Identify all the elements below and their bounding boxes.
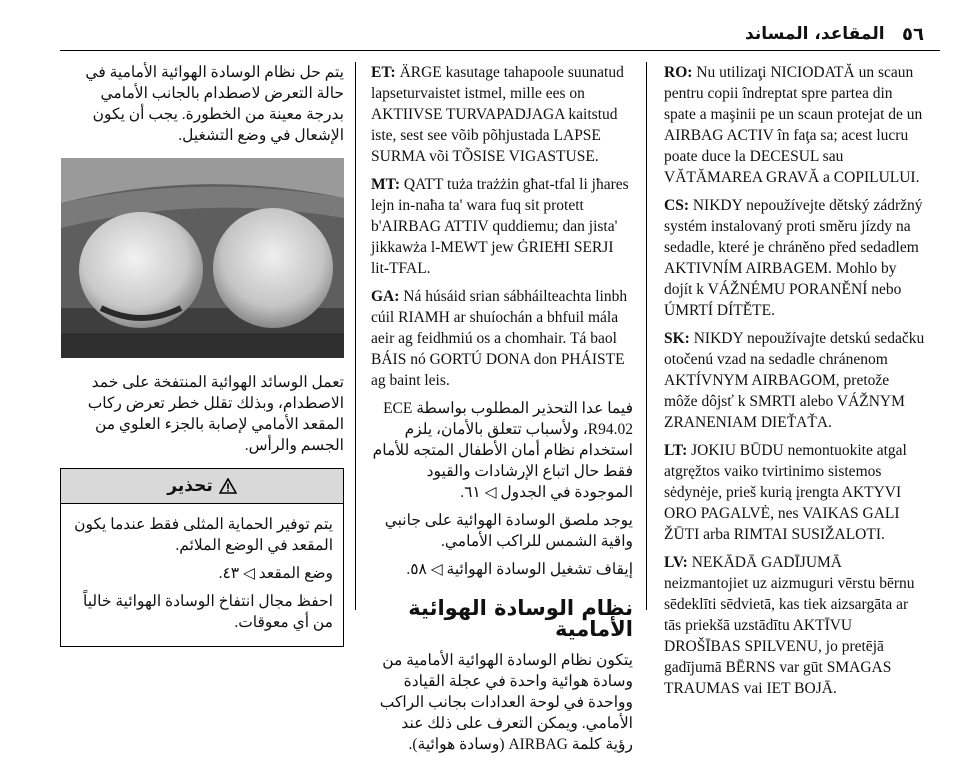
page-number: ٥٦: [902, 24, 924, 45]
lang-text: Nu utilizaţi NICIODATĂ un scaun pentru copii îndreptat spre partea din spate a maşinii pe un scaun protejat de un AIRBAG ACTIV în faţa sa; acest lucru poate duce la DECESUL sau VĂTĂMAREA GRAVĂ a COPILULUI.: [664, 64, 923, 186]
arabic-paragraph: يوجد ملصق الوسادة الهوائية على جانبي واقية الشمس للراكب الأمامي.: [384, 512, 633, 550]
middle-column: [371, 62, 633, 762]
section-heading: نظام الوسادة الهوائية الأمامية: [408, 596, 633, 641]
lang-text: ÄRGE kasutage tahapoole suunatud lapseturvaistet istmel, mille ees on AKTIIVSE TURVAPADJAGA kaitstud iste, sest see võib põhjustada LAPSE SURMA või TÕSISE VIGASTUSE.: [371, 64, 624, 165]
lang-text: NEKĀDĀ GADĪJUMĀ neizmantojiet uz aizmuguri vērstu bērnu sēdeklīti sēdvietā, kas tiek aizsargāta ar tās priekšā uzstādītu AKTĪVU DROŠĪBAS SPILVENU, jo pretējā gadījumā BĒRNS var gūt SMAGAS TRAUMAS vai IET BOJĀ.: [664, 554, 915, 697]
lang-paragraph-mt: [371, 174, 633, 279]
header-rule: [60, 50, 940, 51]
lang-paragraph-cs: [664, 195, 926, 321]
warning-paragraph: احفظ مجال انتفاخ الوسادة الهوائية خالياً من أي معوقات.: [83, 593, 333, 631]
lang-code: ET:: [371, 64, 396, 81]
lang-code: CS:: [664, 197, 689, 214]
intro-text: يتم حل نظام الوسادة الهوائية الأمامية في حالة التعرض لاصطدام بالجانب الأمامي بدرجة معينة من الخطورة. يجب أن يكون الإشعال في وضع التشغيل.: [85, 64, 344, 144]
left-column: [60, 62, 344, 647]
airbag-deployment-image: [61, 158, 344, 358]
warning-box: [60, 468, 344, 647]
lang-paragraph-et: [371, 62, 633, 167]
lang-code: MT:: [371, 176, 400, 193]
arabic-paragraph: إيقاف تشغيل الوسادة الهوائية ◁ ٥٨.: [406, 561, 633, 578]
lang-text: QATT tuża trażżin għat-tfal li jħares lejn in-naħa ta' wara fuq sit protett b'AIRBAG ATTIV quddiemu; dan jista' jikkawża l-MEWT jew ĠRIEĦI SERJI lit-TFAL.: [371, 176, 629, 277]
lang-code: LV:: [664, 554, 688, 571]
page-header: [0, 18, 960, 48]
lang-code: RO:: [664, 64, 693, 81]
lang-code: LT:: [664, 442, 688, 459]
warning-paragraph: وضع المقعد ◁ ٤٣.: [218, 565, 333, 582]
column-divider: [355, 62, 356, 610]
lang-code: GA:: [371, 288, 400, 305]
warning-title: تحذير: [167, 475, 213, 496]
section-body: يتكون نظام الوسادة الهوائية الأمامية من وسادة هوائية واحدة في عجلة القيادة وواحدة في لوحة العدادات بجانب الراكب الأمامي. ويمكن التعرف على ذلك عند رؤية كلمة AIRBAG (وسادة هوائية).: [379, 652, 633, 753]
warning-header: [61, 469, 343, 504]
lang-paragraph-sk: [664, 328, 926, 433]
lang-paragraph-lt: [664, 440, 926, 545]
lang-code: SK:: [664, 330, 690, 347]
section-title: المقاعد، المساند: [745, 24, 885, 44]
lang-paragraph-lv: [664, 552, 926, 699]
arabic-paragraph: فيما عدا التحذير المطلوب بواسطة ECE R94.02، ولأسباب تتعلق بالأمان، يلزم استخدام نظام أمان الأطفال المتجه للأمام فقط حال اتباع الإرشادات والقيود الموجودة في الجدول ◁ ٦١.: [372, 400, 633, 501]
lang-text: JOKIU BŪDU nemontuokite atgal atgręžtos vaiko tvirtinimo sistemos sėdynėje, prieš kurią įrengta AKTYVI ORO PAGALVĖ, nes VAIKAS GALI ŽŪTI arba RIMTAI SUSIŽALOTI.: [664, 442, 907, 543]
warning-body: [61, 504, 343, 646]
right-column: [664, 62, 926, 706]
warning-paragraph: يتم توفير الحماية المثلى فقط عندما يكون المقعد في الوضع الملائم.: [74, 516, 333, 554]
lang-text: Ná húsáid srian sábháilteachta linbh cúil RIAMH ar shuíochán a bhfuil mála aeir ag feidhmiú os a chomhair. Tá baol BÁIS nó GORTÚ DONA don PHÁISTE ag baint leis.: [371, 288, 628, 389]
warning-triangle-icon: [219, 478, 237, 494]
lang-paragraph-ro: [664, 62, 926, 188]
image-caption: تعمل الوسائد الهوائية المنتفخة على خمد الاصطدام، وبذلك تقلل خطر تعرض ركاب المقعد الأمامي لإصابة بالجزء العلوي من الجسم والرأس.: [87, 374, 344, 454]
column-divider: [646, 62, 647, 610]
lang-text: NIKDY nepoužívejte dětský zádržný systém instalovaný proti směru jízdy na sedadle, které je chráněno před sedadlem AKTIVNÍM AIRBAGEM. Mohlo by dojít k VÁŽNÉMU PORANĚNÍ nebo ÚMRTÍ DÍTĚTE.: [664, 197, 923, 319]
lang-paragraph-ga: [371, 286, 633, 391]
lang-text: NIKDY nepoužívajte detskú sedačku otočenú vzad na sedadle chránenom AKTÍVNYM AIRBAGOM, pretože môže dôjsť k SMRTI alebo VÁŽNYM ZRANENIAM DIEŤAŤA.: [664, 330, 925, 431]
